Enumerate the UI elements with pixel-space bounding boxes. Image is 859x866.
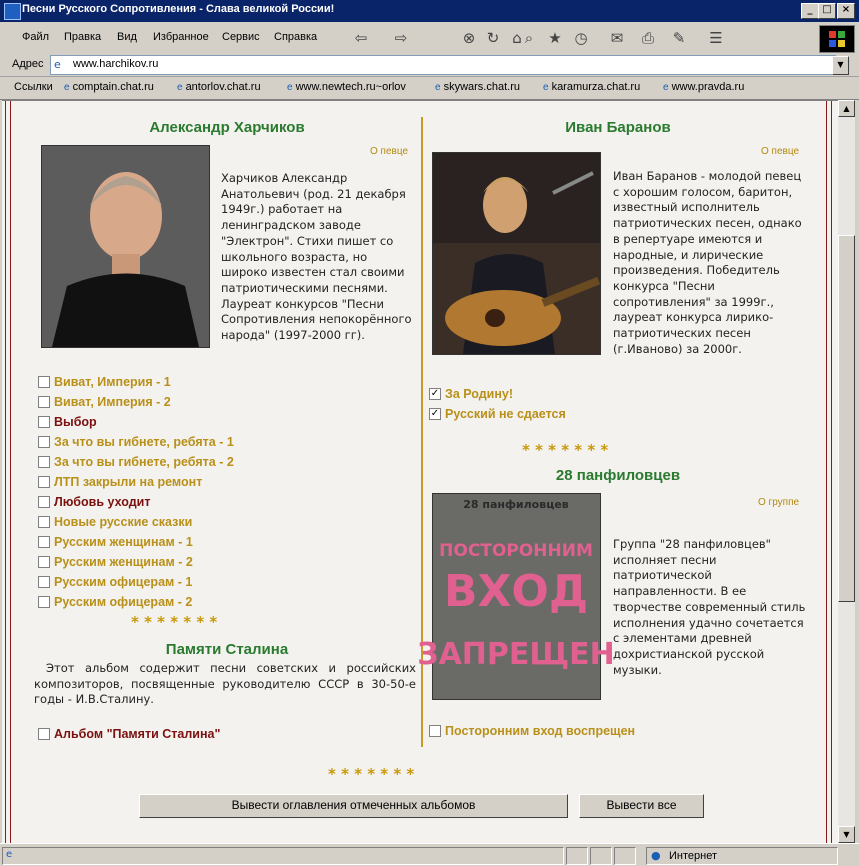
favorites-icon[interactable]: ★ — [548, 29, 562, 47]
menu-view[interactable]: Вид — [117, 31, 137, 43]
song-item[interactable] — [38, 415, 97, 433]
stars-divider-right: * * * * * * * — [522, 441, 609, 459]
home-icon[interactable]: ⌂ — [512, 29, 522, 47]
song-item[interactable] — [38, 375, 171, 393]
status-field-2 — [566, 847, 588, 865]
song-checkbox[interactable] — [38, 396, 50, 408]
scroll-down-button[interactable]: ▼ — [838, 826, 855, 843]
address-bar — [0, 54, 859, 77]
cover-line-3: ЗАПРЕЩЕН — [417, 637, 615, 672]
scroll-thumb[interactable] — [838, 235, 855, 602]
menu-edit[interactable]: Правка — [64, 31, 102, 43]
cover-line-1: ПОСТОРОННИМ — [439, 541, 593, 561]
status-text-field — [2, 847, 564, 865]
window-titlebar — [0, 0, 859, 22]
song-checkbox[interactable] — [38, 376, 50, 388]
links-bar — [0, 77, 859, 100]
ie-link-icon: e — [64, 82, 70, 93]
song-checkbox[interactable] — [38, 476, 50, 488]
song-item[interactable] — [38, 455, 234, 473]
close-button[interactable]: × — [837, 3, 855, 19]
album-stalin-checkbox[interactable] — [38, 728, 50, 740]
song-title[interactable]: Выбор — [54, 415, 97, 429]
menu-tools[interactable]: Сервис — [222, 31, 260, 43]
bio-baranov: Иван Баранов - молодой певец с хорошим голосом, баритон, известный исполнитель патриотических песен, однако в репертуаре имеются и народные, и лирические произведения. Победитель конкурса "Песни сопротивления" за 1999г., лауреат конкурса лирико-патриотических песен (г.Иваново) за 2000г. — [613, 169, 802, 356]
browser-app-icon — [4, 3, 21, 20]
song-checkbox[interactable] — [38, 596, 50, 608]
ie-link-icon: e — [435, 82, 441, 93]
ie-page-icon: e — [54, 58, 61, 71]
ie-link-icon: e — [663, 82, 669, 93]
song-item[interactable] — [38, 535, 193, 553]
page-viewport — [2, 100, 838, 844]
song-item[interactable] — [38, 575, 192, 593]
song-checkbox[interactable] — [429, 725, 441, 737]
song-item[interactable] — [38, 435, 234, 453]
stop-icon[interactable]: ⊗ — [462, 29, 476, 47]
status-field-4 — [614, 847, 636, 865]
address-input[interactable] — [50, 55, 836, 75]
bio-group-28: Группа "28 панфиловцев" исполняет песни патриотической направленности. В ее творчестве современный стиль исполнения удачно сочетается с элементами древней дохристианской русской музыки. — [613, 537, 806, 677]
cover-top-text: 28 панфиловцев — [463, 498, 569, 511]
show-all-button[interactable]: Вывести все — [579, 794, 704, 818]
menu-toolbar — [0, 22, 859, 55]
cover-28-panfilovtsev — [417, 493, 615, 700]
globe-icon: ● — [651, 849, 661, 862]
album-title-stalin: Памяти Сталина — [165, 641, 289, 658]
song-item[interactable] — [38, 495, 150, 513]
windows-logo-icon — [819, 25, 855, 53]
page-border-right-inner — [826, 101, 827, 844]
link-comptain[interactable]: e comptain.chat.ru — [64, 81, 154, 93]
song-title[interactable]: За что вы гибнете, ребята - 1 — [54, 435, 234, 449]
window-title: Песни Русского Сопротивления - Слава великой России! — [22, 3, 335, 15]
menu-help[interactable]: Справка — [274, 31, 318, 43]
song-item[interactable] — [38, 555, 193, 573]
bio-harchikov: Харчиков Александр Анатольевич (род. 21 декабря 1949г.) работает на ленинградском заводе "Электрон". Стихи пишет со школьного возраста, но широко известен стал своими патриотическими песнями. Лауреат конкурсов "Песни Сопротивления непокорённого народа" (1997-2000 гг). — [221, 171, 412, 343]
print-icon[interactable]: ⎙ — [641, 29, 654, 47]
show-marked-albums-button[interactable]: Вывести оглавления отмеченных альбомов — [139, 794, 568, 818]
forward-icon[interactable]: ⇨ — [394, 29, 408, 47]
edit-icon[interactable]: ✎ — [672, 29, 686, 47]
song-checkbox[interactable]: ✓ — [430, 388, 440, 399]
song-item[interactable] — [38, 595, 192, 613]
status-zone: Интернет — [669, 850, 717, 862]
refresh-icon[interactable]: ↻ — [486, 29, 500, 47]
album-text-stalin: Этот альбом содержит песни советских и российских композиторов, посвященные руководителю СССР в 30-50-е годы - И.В.Сталину. — [34, 661, 416, 707]
stars-divider-left: * * * * * * * — [131, 613, 218, 631]
cover-line-2: ВХОД — [443, 566, 589, 617]
page-border-left — [5, 101, 6, 844]
song-item-za-rodinu[interactable]: ✓ За Родину! — [430, 387, 514, 401]
address-dropdown-button[interactable]: ▼ — [832, 56, 849, 75]
song-title[interactable]: Новые русские сказки — [54, 515, 193, 529]
link-skywars[interactable]: e skywars.chat.ru — [435, 81, 520, 93]
album-item-stalin[interactable]: Альбом "Памяти Сталина" — [38, 727, 220, 745]
song-item-russkiy[interactable]: ✓ Русский не сдается — [430, 407, 566, 421]
song-checkbox[interactable] — [38, 536, 50, 548]
song-checkbox[interactable]: ✓ — [430, 408, 440, 419]
song-checkbox[interactable] — [38, 496, 50, 508]
mail-icon[interactable]: ✉ — [610, 29, 624, 47]
menu-favorites[interactable]: Избранное — [153, 31, 209, 43]
song-title[interactable]: Виват, Империя - 2 — [54, 395, 171, 409]
about-group-link[interactable]: О группе — [758, 497, 800, 508]
maximize-button[interactable]: □ — [818, 3, 836, 19]
song-title[interactable]: ЛТП закрыли на ремонт — [54, 475, 203, 489]
link-karamurza[interactable]: e karamurza.chat.ru — [543, 81, 641, 93]
photo-harchikov — [41, 145, 210, 348]
song-item[interactable] — [38, 395, 171, 413]
song-list-left — [38, 375, 418, 615]
song-item[interactable] — [38, 515, 192, 533]
history-icon[interactable]: ◷ — [574, 29, 588, 47]
address-url[interactable]: www.harchikov.ru — [73, 58, 159, 70]
photo-baranov — [432, 152, 601, 355]
song-title[interactable]: Русским женщинам - 1 — [54, 535, 193, 549]
song-item-posторonnim[interactable]: Посторонним вход воспрещен — [429, 724, 635, 742]
status-field-3 — [590, 847, 612, 865]
song-checkbox[interactable] — [38, 416, 50, 428]
ie-link-icon: e — [177, 82, 183, 93]
group-name-28: 28 панфиловцев — [555, 467, 681, 484]
link-newtech[interactable]: e www.newtech.ru~orlov — [287, 81, 406, 93]
song-title[interactable]: Русским офицерам - 1 — [54, 575, 193, 589]
address-label: Адрес — [12, 58, 44, 70]
messenger-icon[interactable]: ☰ — [709, 29, 723, 47]
song-item[interactable] — [38, 475, 202, 493]
ie-link-icon: e — [543, 82, 549, 93]
song-checkbox[interactable] — [38, 436, 50, 448]
links-label: Ссылки — [14, 81, 53, 93]
singer-name-baranov: Иван Баранов — [565, 119, 671, 136]
status-zone-field — [646, 847, 838, 865]
link-antorlov[interactable]: e antorlov.chat.ru — [177, 81, 261, 93]
song-checkbox[interactable] — [38, 556, 50, 568]
song-checkbox[interactable] — [38, 516, 50, 528]
singer-name-harchikov: Александр Харчиков — [149, 119, 305, 136]
link-pravda[interactable]: e www.pravda.ru — [663, 81, 745, 93]
about-singer-link-left[interactable]: О певце — [370, 146, 409, 157]
search-icon[interactable]: ⌕ — [524, 29, 534, 47]
song-title[interactable]: Русским женщинам - 2 — [54, 555, 193, 569]
song-checkbox[interactable] — [38, 576, 50, 588]
minimize-button[interactable]: _ — [801, 3, 819, 19]
menu-file[interactable]: Файл — [22, 31, 50, 43]
page-border-right — [831, 101, 832, 844]
song-title[interactable]: Любовь уходит — [54, 495, 151, 509]
song-checkbox[interactable] — [38, 456, 50, 468]
vertical-scrollbar[interactable] — [838, 100, 855, 843]
song-title[interactable]: Русским офицерам - 2 — [54, 595, 193, 609]
scroll-up-button[interactable]: ▲ — [838, 100, 855, 117]
about-singer-link-right[interactable]: О певце — [761, 146, 800, 157]
status-bar — [0, 843, 859, 866]
page-border-left-inner — [10, 101, 11, 844]
back-icon[interactable]: ⇦ — [354, 29, 368, 47]
song-title[interactable]: Виват, Империя - 1 — [54, 375, 171, 389]
stars-divider-bottom: * * * * * * * — [328, 765, 415, 783]
song-title[interactable]: За что вы гибнете, ребята - 2 — [54, 455, 234, 469]
ie-status-icon: e — [6, 849, 13, 860]
ie-link-icon: e — [287, 82, 293, 93]
